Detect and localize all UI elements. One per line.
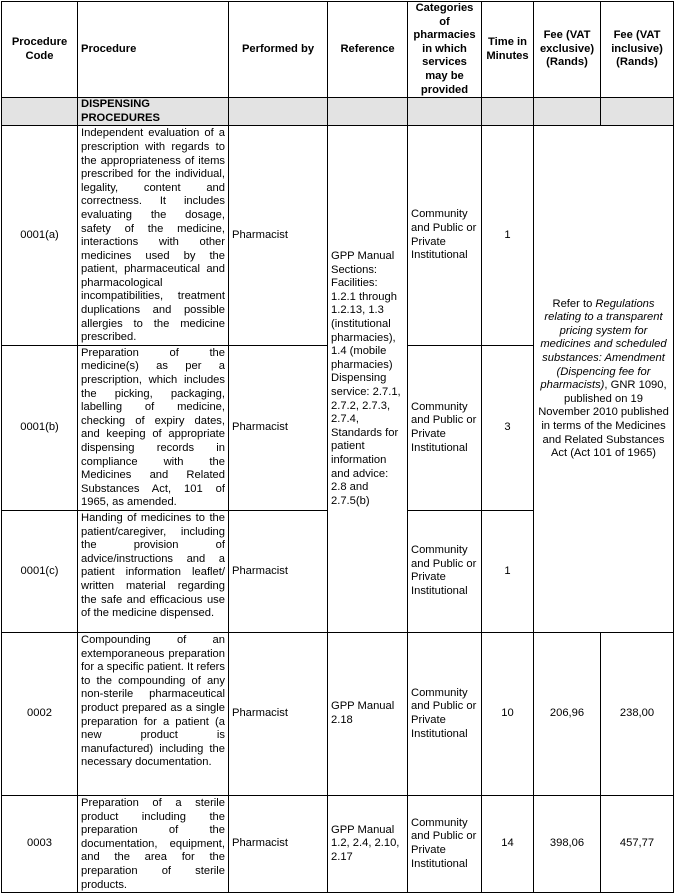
pharmacy-categories: Community and Public or Private Institutional <box>408 510 482 632</box>
header-categories: Categories of pharmacies in which services may be provided <box>408 2 482 98</box>
performed-by: Pharmacist <box>229 126 328 346</box>
time-minutes: 14 <box>482 795 534 892</box>
performed-by: Pharmacist <box>229 345 328 510</box>
section-row <box>2 98 674 126</box>
performed-by: Pharmacist <box>229 795 328 892</box>
fee-vat-exclusive: 206,96 <box>534 632 601 795</box>
pharmacy-categories: Community and Public or Private Institutional <box>408 795 482 892</box>
reference: GPP Manual 1.2, 2.4, 2.10, 2.17 <box>328 795 408 892</box>
time-minutes: 10 <box>482 632 534 795</box>
pharmacy-categories: Community and Public or Private Institutional <box>408 632 482 795</box>
header-reference: Reference <box>328 2 408 98</box>
section-empty-cell <box>229 98 328 126</box>
section-empty-cell <box>408 98 482 126</box>
reference: GPP Manual 2.18 <box>328 632 408 795</box>
procedure-code: 0001(c) <box>2 510 78 632</box>
procedure-description: Preparation of a sterile product including the preparation of the documentation, equipment, and the area for the preparation of sterile products. <box>78 795 229 892</box>
section-empty-cell <box>482 98 534 126</box>
table-row <box>2 632 674 795</box>
header-row <box>2 2 674 98</box>
section-empty-cell <box>534 98 601 126</box>
tariff-table <box>1 1 674 893</box>
header-fee-excl: Fee (VAT exclusive) (Rands) <box>534 2 601 98</box>
header-procedure-code: Procedure Code <box>2 2 78 98</box>
procedure-description: Preparation of the medicine(s) as per a prescription, which includes the picking, packaging, labelling of medicine, checking of expiry dates, and keeping of appropriate dispensing records in compliance with the Medicines and Related Substances Act, 101 of 1965, as amended. <box>78 345 229 510</box>
dispensing-reference: GPP Manual Sections: Facilities: 1.2.1 through 1.2.13, 1.3 (institutional pharmacies), 1.4 (mobile pharmacies) Dispensing service: 2.7.1, 2.7.2, 2.7.3, 2.7.4, Standards for patient information and advice: 2.8 and 2.7.5(b) <box>328 126 408 633</box>
section-empty-cell <box>601 98 674 126</box>
time-minutes: 3 <box>482 345 534 510</box>
header-fee-incl: Fee (VAT inclusive) (Rands) <box>601 2 674 98</box>
section-empty-cell <box>328 98 408 126</box>
procedure-description: Independent evaluation of a prescription with regards to the appropriateness of items prescribed for the individual, legality, content and correctness. It includes evaluating the dosage, safety of the medicine, interactions with other medicines used by the patient, pharmaceutical and pharmacological incompatibilities, treatment duplications and possible allergies to the medicine prescribed. <box>78 126 229 346</box>
dispensing-fee-note: Refer to Regulations relating to a transparent pricing system for medicines and scheduled substances: Amendment (Dispencing fee for pharmacists), GNR 1090, published on 19 November 2010 published in terms of the Medicines and Related Substances Act (Act 101 of 1965) <box>534 126 674 633</box>
procedure-code: 0003 <box>2 795 78 892</box>
table-row <box>2 795 674 892</box>
time-minutes: 1 <box>482 126 534 346</box>
procedure-description: Handing of medicines to the patient/caregiver, including the provision of advice/instructions and a patient information leaflet/ written material regarding the safe and efficacious use of the medicine dispensed. <box>78 510 229 632</box>
pharmacy-categories: Community and Public or Private Institutional <box>408 345 482 510</box>
procedure-code: 0001(b) <box>2 345 78 510</box>
time-minutes: 1 <box>482 510 534 632</box>
procedure-code: 0002 <box>2 632 78 795</box>
section-empty-cell <box>2 98 78 126</box>
fee-vat-exclusive: 398,06 <box>534 795 601 892</box>
performed-by: Pharmacist <box>229 632 328 795</box>
fee-vat-inclusive: 238,00 <box>601 632 674 795</box>
procedure-code: 0001(a) <box>2 126 78 346</box>
fee-vat-inclusive: 457,77 <box>601 795 674 892</box>
performed-by: Pharmacist <box>229 510 328 632</box>
section-title: DISPENSING PROCEDURES <box>78 98 229 126</box>
table-row <box>2 126 674 346</box>
header-performed-by: Performed by <box>229 2 328 98</box>
procedure-description: Compounding of an extemporaneous preparation for a specific patient. It refers to the compounding of any non-sterile pharmaceutical product prepared as a single preparation for a patient (a new product is manufactured) including the necessary documentation. <box>78 632 229 795</box>
header-time: Time in Minutes <box>482 2 534 98</box>
pharmacy-categories: Community and Public or Private Institutional <box>408 126 482 346</box>
header-procedure: Procedure <box>78 2 229 98</box>
